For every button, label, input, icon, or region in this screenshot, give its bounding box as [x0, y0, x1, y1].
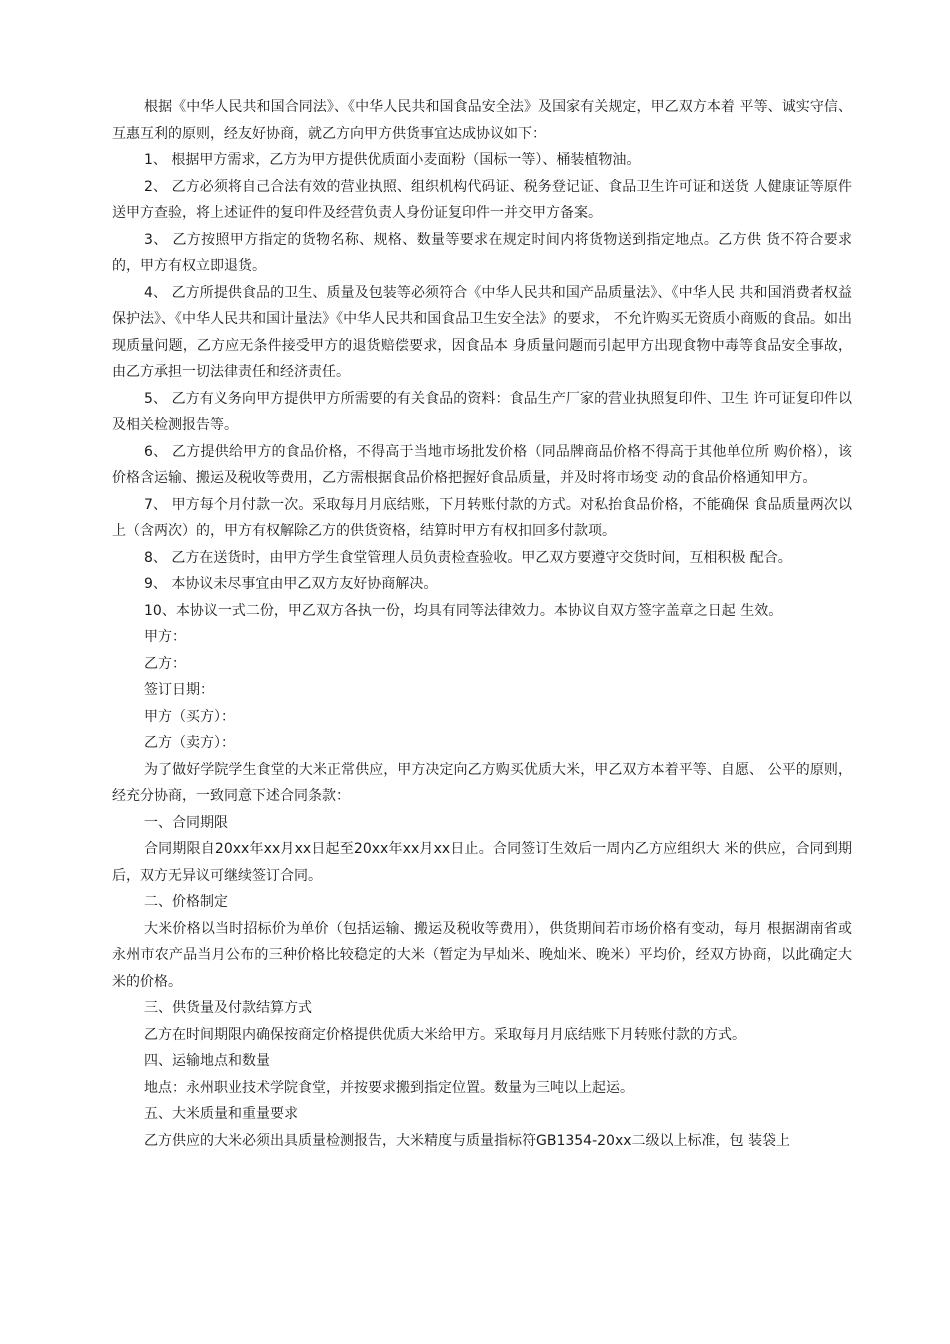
section-4-heading: 四、运输地点和数量 — [144, 1053, 270, 1069]
clause-10: 10、本协议一式二份，甲乙双方各执一份，均具有同等法律效力。本协议自双方签字盖章之日起 生效。 — [144, 602, 783, 619]
seller-label: 乙方（卖方）： — [144, 735, 235, 751]
section-2-body: 大米价格以当时招标价为单价（包括运输、搬运及税收等费用），供货期间若市场价格有变动，每月 根据湖南省或永州市农产品当月公布的三种价格比较稳定的大米（暂定为早灿米、晚灿米、晚米）平均价，经双方协商，以此确定大米的价格。 — [112, 920, 852, 990]
sign-date-label: 签订日期： — [144, 682, 214, 698]
section-1-body: 合同期限自20xx年xx月xx日起至20xx年xx月xx日止。合同签订生效后一周内乙方应组织大 米的供应，合同到期后，双方无异议可继续签订合同。 — [112, 841, 852, 884]
clause-1: 1、 根据甲方需求，乙方为甲方提供优质面小麦面粉（国标一等）、桶装植物油。 — [144, 152, 641, 168]
clause-7: 7、 甲方每个月付款一次。采取每月月底结账，下月转账付款的方式。对私抬食品价格，不能确保 食品质量两次以上（含两次）的，甲方有权解除乙方的供货资格，结算时甲方有权扣回多付款项。 — [112, 496, 852, 539]
clause-9: 9、 本协议未尽事宜由甲乙双方友好协商解决。 — [144, 576, 438, 592]
document-page — [112, 94, 852, 1154]
section-5-heading: 五、大米质量和重量要求 — [144, 1106, 298, 1122]
section-2-heading: 二、价格制定 — [144, 894, 228, 910]
rice-contract-intro: 为了做好学院学生食堂的大米正常供应，甲方决定向乙方购买优质大米，甲乙双方本着平等、自愿、 公平的原则，经充分协商，一致同意下述合同条款： — [112, 761, 852, 804]
buyer-label: 甲方（买方）： — [144, 708, 235, 725]
section-5-body: 乙方供应的大米必须出具质量检测报告，大米精度与质量指标符GB1354-20xx二级以上标准，包 装袋上 — [144, 1132, 790, 1149]
clause-3: 3、 乙方按照甲方指定的货物名称、规格、数量等要求在规定时间内将货物送到指定地点。乙方供 货不符合要求的，甲方有权立即退货。 — [112, 231, 852, 274]
section-1-heading: 一、合同期限 — [144, 814, 228, 831]
clause-8: 8、 乙方在送货时，由甲方学生食堂管理人员负责检查验收。甲乙双方要遵守交货时间，互相积极 配合。 — [144, 549, 792, 566]
intro-paragraph: 根据《中华人民共和国合同法》、《中华人民共和国食品安全法》及国家有关规定，甲乙双方本着 平等、诚实守信、互惠互利的原则，经友好协商，就乙方向甲方供货事宜达成协议如下： — [112, 99, 852, 142]
section-3-heading: 三、供货量及付款结算方式 — [144, 1000, 312, 1016]
party-b-label: 乙方： — [144, 655, 186, 672]
section-4-body: 地点：永州职业技术学院食堂，并按要求搬到指定位置。数量为三吨以上起运。 — [144, 1079, 634, 1096]
clause-4: 4、 乙方所提供食品的卫生、质量及包装等必须符合《中华人民共和国产品质量法》、《中华人民 共和国消费者权益保护法》、《中华人民共和国计量法》《中华人民共和国食品卫生安全法》的要求， 不允许购买无资质小商贩的食品。如出现质量问题，乙方应无条件接受甲方的退货赔偿要求，因食品本 身质量问题而引起甲方出现食物中毒等食品安全事故，由乙方承担一切法律责任和经济责任。 — [112, 284, 852, 380]
clause-2: 2、 乙方必须将自己合法有效的营业执照、组织机构代码证、税务登记证、食品卫生许可证和送货 人健康证等原件送甲方查验，将上述证件的复印件及经营负责人身份证复印件一并交甲方备案。 — [112, 178, 852, 221]
clause-5: 5、 乙方有义务向甲方提供甲方所需要的有关食品的资料：食品生产厂家的营业执照复印件、卫生 许可证复印件以及相关检测报告等。 — [112, 390, 852, 433]
party-a-label: 甲方： — [144, 629, 186, 645]
section-3-body: 乙方在时间期限内确保按商定价格提供优质大米给甲方。采取每月月底结账下月转账付款的方式。 — [144, 1026, 746, 1043]
clause-6: 6、 乙方提供给甲方的食品价格，不得高于当地市场批发价格（同品牌商品价格不得高于其他单位所 购价格），该价格含运输、搬运及税收等费用，乙方需根据食品价格把握好食品质量，并及时将市场变 动的食品价格通知甲方。 — [112, 443, 852, 486]
